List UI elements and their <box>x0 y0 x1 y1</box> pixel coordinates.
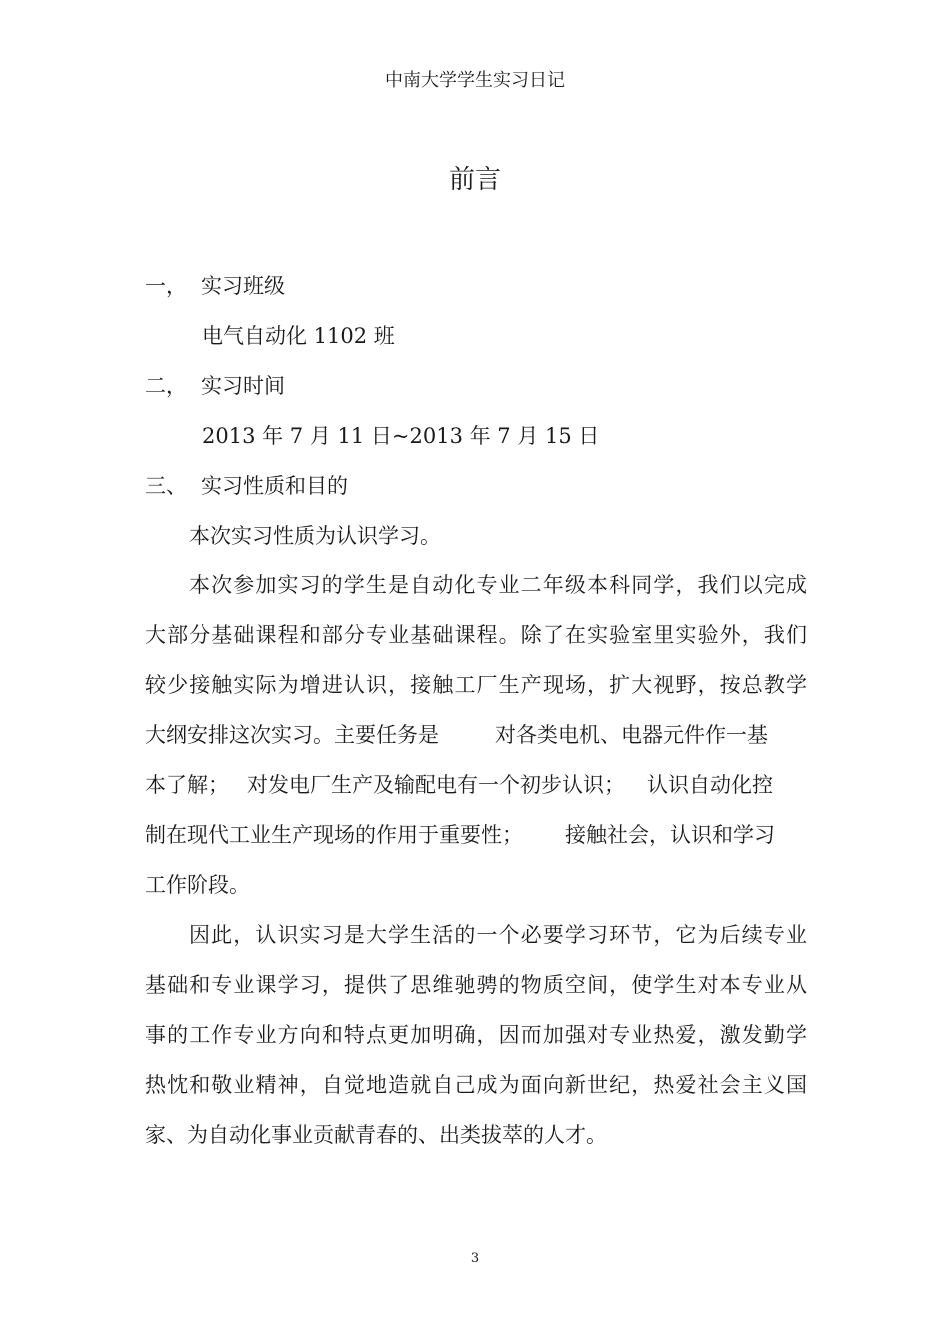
nature-line: 本次实习性质为认识学习。 <box>189 524 441 548</box>
paragraph-purpose <box>145 560 807 910</box>
paragraph-line <box>145 760 807 810</box>
section-heading <box>145 371 285 401</box>
section-title: 实习班级 <box>201 274 285 298</box>
section-number: 一， <box>145 274 187 298</box>
line-segment: 本了解； <box>145 773 229 797</box>
paragraph-line: 基础和专业课学习，提供了思维驰骋的物质空间，使学生对本专业从 <box>145 973 807 997</box>
section-number: 二， <box>145 374 187 398</box>
section-heading <box>145 471 348 501</box>
section-number: 三、 <box>145 474 187 498</box>
line-segment: 制在现代工业生产现场的作用于重要性； <box>145 823 523 847</box>
paragraph-line <box>145 710 807 760</box>
page-number: 3 <box>470 1251 480 1266</box>
line-segment: 对发电厂生产及输配电有一个初步认识； <box>247 773 625 797</box>
paragraph-line: 本次参加实习的学生是自动化专业二年级本科同学，我们以完成 <box>189 573 807 597</box>
paragraph-significance <box>145 910 807 1160</box>
paragraph-line <box>145 810 807 860</box>
section-content: 电气自动化 1102 班 <box>202 324 395 348</box>
running-header: 中南大学学生实习日记 <box>385 70 565 91</box>
line-segment: 对各类电机、电器元件作一基 <box>495 723 768 747</box>
paragraph-line: 热忱和敬业精神，自觉地造就自己成为面向新世纪，热爱社会主义国 <box>145 1073 807 1097</box>
paragraph-line: 工作阶段。 <box>145 873 250 897</box>
paragraph-line: 家、为自动化事业贡献青春的、出类拔萃的人才。 <box>145 1123 607 1147</box>
paragraph-line: 事的工作专业方向和特点更加明确，因而加强对专业热爱，激发勤学 <box>145 1023 807 1047</box>
section-title: 实习性质和目的 <box>201 474 348 498</box>
paragraph-line: 因此，认识实习是大学生活的一个必要学习环节，它为后续专业 <box>189 923 807 947</box>
section-content: 2013 年 7 月 11 日~2013 年 7 月 15 日 <box>202 424 600 448</box>
line-segment: 接触社会，认识和学习 <box>565 823 775 847</box>
line-segment: 认识自动化控 <box>647 773 773 797</box>
line-segment: 大纲安排这次实习。主要任务是 <box>145 723 439 747</box>
section-title: 实习时间 <box>201 374 285 398</box>
paragraph-line: 大部分基础课程和部分专业基础课程。除了在实验室里实验外，我们 <box>145 623 807 647</box>
paragraph-line: 较少接触实际为增进认识，接触工厂生产现场，扩大视野，按总教学 <box>145 673 807 697</box>
page-title: 前言 <box>448 165 501 195</box>
section-heading <box>145 271 285 301</box>
